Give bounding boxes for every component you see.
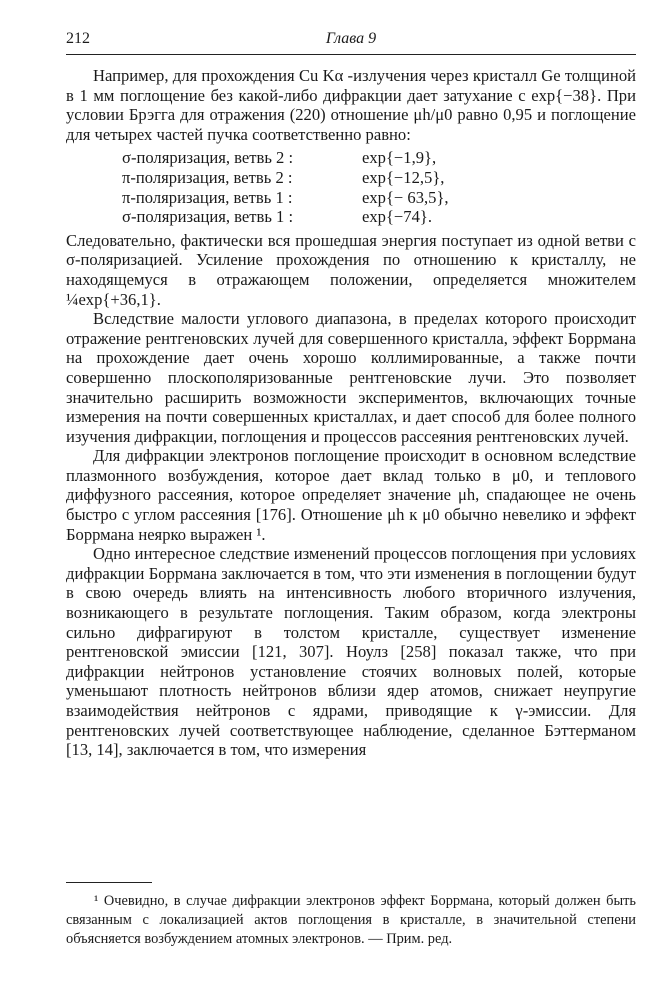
equation-label: σ-поляризация, ветвь 1 :	[122, 207, 294, 227]
paragraph: Одно интересное следствие изменений процессов поглощения при условиях дифракции Боррмана заключается в том, что эти изменения в поглощении будут в свою очередь влиять на интенсивность любого вторичного излучения, возникающего в результате поглощения. Таким образом, когда электроны сильно дифрагируют в толстом кристалле, существует изменение рентгеновской эмиссии [121, 307]. Ноулз [258] показал также, что при дифракции нейтронов установление стоячих волновых полей, которые уменьшают плотность нейтронов вблизи ядер атомов, снижает неупругие взаимодействия нейтронов с ядрами, приводящие к γ-эмиссии. Для рентгеновских лучей соответствующее наблюдение, сделанное Бэттерманом [13, 14], заключается в том, что измерения	[66, 544, 636, 760]
page-number: 212	[66, 30, 90, 47]
equation-label: σ-поляризация, ветвь 2 :	[122, 148, 294, 168]
paragraph: Например, для прохождения Cu Kα -излучения через кристалл Ge толщиной в 1 мм поглощение без какой-либо дифракции дает затухание с exp{−38}. При условии Брэгга для отражения (220) отношение μh/μ0 равно 0,95 и поглощение для четырех частей пучка соответственно равно:	[66, 66, 636, 144]
footnote-rule	[66, 882, 152, 883]
equation-label: π-поляризация, ветвь 2 :	[122, 167, 293, 187]
equation-value: exp{−12,5},	[362, 167, 445, 187]
equation-value: exp{−1,9},	[362, 148, 437, 168]
paragraph: Вследствие малости углового диапазона, в пределах которого происходит отражение рентгеновских лучей для совершенного кристалла, эффект Боррмана на прохождение дает очень хорошо коллимированные, а также почти совершенно плоскополяризованные рентгеновские лучи. Это позволяет значительно расширить возможности экспериментов, включающих точные измерения на почти совершенных кристаллах, и дает способ для более полного изучения дифракции, поглощения и процессов рассеяния рентгеновских лучей.	[66, 309, 636, 446]
equation-row	[122, 207, 636, 227]
page-header	[66, 30, 636, 54]
paragraph: Следовательно, фактически вся прошедшая энергия поступает из одной ветви с σ-поляризацией. Усиление прохождения по отношению к кристаллу, не находящемуся в отражающем положении, определяется множителем ¼exp{+36,1}.	[66, 230, 636, 309]
body-text	[66, 66, 636, 760]
footnote: ¹ Очевидно, в случае дифракции электронов эффект Боррмана, который должен быть связанным с локализацией актов поглощения в кристалле, в значительной степени объясняется возбуждением атомных электронов. — Прим. ред.	[66, 893, 636, 947]
chapter-title: Глава 9	[325, 30, 377, 47]
equation-row	[122, 148, 636, 168]
equation-row	[122, 188, 636, 208]
equation-row	[122, 168, 636, 188]
equation-list	[122, 148, 636, 226]
equation-value: exp{− 63,5},	[362, 187, 449, 207]
paragraph: Для дифракции электронов поглощение происходит в основном вследствие плазмонного возбуждения, которое дает вклад только в μ0, и теплового диффузного рассеяния, которое определяет значение μh, спадающее не очень быстро с углом рассеяния [176]. Отношение μh к μ0 обычно невелико и эффект Боррмана неярко выражен ¹.	[66, 446, 636, 544]
equation-label: π-поляризация, ветвь 1 :	[122, 187, 293, 207]
equation-value: exp{−74}.	[362, 207, 432, 227]
header-rule	[66, 54, 636, 55]
